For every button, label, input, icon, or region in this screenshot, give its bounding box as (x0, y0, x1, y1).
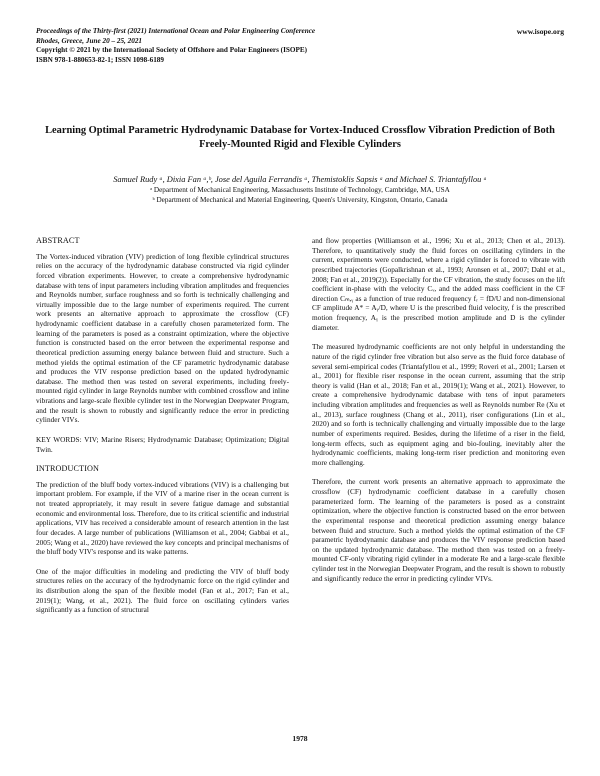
right-paragraph-2: The measured hydrodynamic coefficients are not only helpful in understanding the nature of the rigid cylinder free vibration but also serve as the fluid force database of several semi-empirical codes (Triantafyllou et al., 1999; Roveri et al., 2001; Larsen et al., 2001) for flexible riser response in the ocean current, assuming that the strip theory is valid (Han et al., 2018; Fan et al., 2019(1); Wang et al., 2021). However, to create a comprehensive hydrodynamic database with tens of input parameters including vibration amplitudes and frequencies as well as Reynolds number Re (Xu et al., 2013), surface roughness (Chang et al., 2011), riser configurations (Lin et al., 2020) and so forth is technically challenging and virtually impossible due to the large number of experiments required. Besides, during the lifetime of a riser in the field, long-term effects, such as equipment aging and bio-fouling, inevitably alter the hydrodynamic coefficients, making long-term riser prediction and monitoring even more challenging. (312, 342, 565, 467)
affiliations (40, 186, 560, 205)
keywords: KEY WORDS: VIV; Marine Risers; Hydrodynamic Database; Optimization; Digital Twin. (36, 434, 289, 454)
copyright-line: Copyright © 2021 by the International Society of Offshore and Polar Engineers (ISOPE) (36, 46, 308, 55)
introduction-paragraph-1: The prediction of the bluff body vortex-induced vibrations (VIV) is a challenging but important problem. For example, if the VIV of a marine riser in the ocean current is not treated appropriately, it may result in severe fatigue damage and substantial economic and environmental loss. Therefore, due to its critical scientific and industrial applications, VIV has received a considerable amount of research attention in the last four decades. A large number of publications (Williamson et al., 2004; Gabbai et al., 2005; Wang et al., 2020) have reviewed the key concepts and principal mechanisms of the bluff body VIV's response and its wake patterns. (36, 479, 289, 557)
affiliation-a: ᵃ Department of Mechanical Engineering, Massachusetts Institute of Technology, Cambridge, MA, USA (150, 186, 450, 194)
right-paragraph-1: and flow properties (Williamson et al., 1996; Xu et al., 2013; Chen et al., 2013). Therefore, to quantitatively study the fluid forces on oscillating cylinders in the current, experiments were conducted, where a rigid cylinder is forced to vibrate with prescribed trajectories (Gopalkrishnan et al., 1993; Aronsen et al., 2007; Dahl et al., 2008; Fan et al., 2019(2)). Especially for the CF vibration, the study focuses on the lift coefficient in-phase with the velocity Cᵥ, and the added mass coefficient in the CF direction Cₘ,ᵧ as a function of true reduced frequency fᵣ = fD/U and non-dimensional CF amplitude A* = Aᵧ/D, where U is the prescribed fluid velocity, f is the prescribed motion frequency, Aᵧ is the prescribed motion amplitude and D is the cylinder diameter. (312, 236, 565, 332)
introduction-heading: INTRODUCTION (36, 464, 100, 474)
author-list: Samuel Rudy ᵃ, Dixia Fan ᵃ,ᵇ, Jose del Aguila Ferrandis ᵃ, Themistoklis Sapsis ᵃ and Michael S. Triantafyllou ᵃ (113, 175, 487, 184)
location-date-line: Rhodes, Greece, June 20 – 25, 2021 (36, 36, 143, 45)
conference-header (36, 27, 476, 65)
introduction-paragraph-2: One of the major difficulties in modeling and predicting the VIV of bluff body structures relies on the accuracy of the hydrodynamic force on the rigid cylinder and its distribution along the span of the flexible model (Fan et al., 2017; Fan et al., 2019(1); Wang, et al., 2021). The fluid force on oscillating cylinders varies significantly as a function of structural (36, 566, 289, 615)
right-column (312, 236, 565, 593)
abstract-heading: ABSTRACT (36, 236, 80, 245)
abstract-text: The Vortex-induced vibration (VIV) prediction of long flexible cylindrical structures relies on the accuracy of the hydrodynamic database constructed via rigid cylinder forced vibration experiments. However, to create a comprehensive hydrodynamic database with tens of input parameters including vibration amplitudes and frequencies and Reynolds number, surface roughness and so forth is technically challenging and virtually impossible due to the large number of experiments required. The current work presents an alternative approach to approximate the crossflow (CF) hydrodynamic coefficient database in a carefully chosen parameterized form. The learning of the parameters is posed as a constraint optimization, where the objective function is constructed based on the error between the experimental response and theoretical prediction assuming energy balance between fluid and structure. Such a method yields the optimal estimation of the CF parametric hydrodynamic database and produces the VIV response prediction based on the updated hydrodynamic database. The method then was tested on several experiments, including freely-mounted rigid cylinder in large Reynolds number with combined crossflow and inline vibrations and large-scale flexible cylinder test in the Norwegian Deepwater Program, and the result is shown to robustly and significantly reduce the error in predicting cylinder VIVs. (36, 251, 289, 425)
proceedings-line: Proceedings of the Thirty-first (2021) International Ocean and Polar Engineering Conference (36, 27, 316, 35)
page-number: 1978 (292, 734, 308, 743)
left-column (36, 236, 289, 625)
paper-title: Learning Optimal Parametric Hydrodynamic Database for Vortex-Induced Crossflow Vibration Prediction of Both Freely-Mounted Rigid and Flexible Cylinders (45, 125, 555, 150)
affiliation-b: ᵇ Department of Mechanical and Material Engineering, Queen's University, Kingston, Ontario, Canada (152, 195, 448, 204)
isbn-line: ISBN 978-1-880653-82-1; ISSN 1098-6189 (36, 55, 164, 64)
website-link[interactable]: www.isope.org (516, 27, 564, 36)
right-paragraph-3: Therefore, the current work presents an alternative approach to approximate the crossflow (CF) hydrodynamic coefficient database in a carefully chosen parameterized form. The learning of the parameters is posed as a constraint optimization, where the objective function is constructed based on the error between the experimental response and theoretical prediction assuming energy balance between fluid and structure. Such a method yields the optimal estimation of the CF parametric hydrodynamic database and produces the VIV response prediction based on the updated hydrodynamic database. The method then was tested on a freely-mounted CF-only vibrating rigid cylinder in a moderate Re and a large-scale flexible cylinder test in the Norwegian Deepwater Program, and the result is shown to robustly and significantly reduce the error in predicting cylinder VIVs. (312, 477, 565, 583)
